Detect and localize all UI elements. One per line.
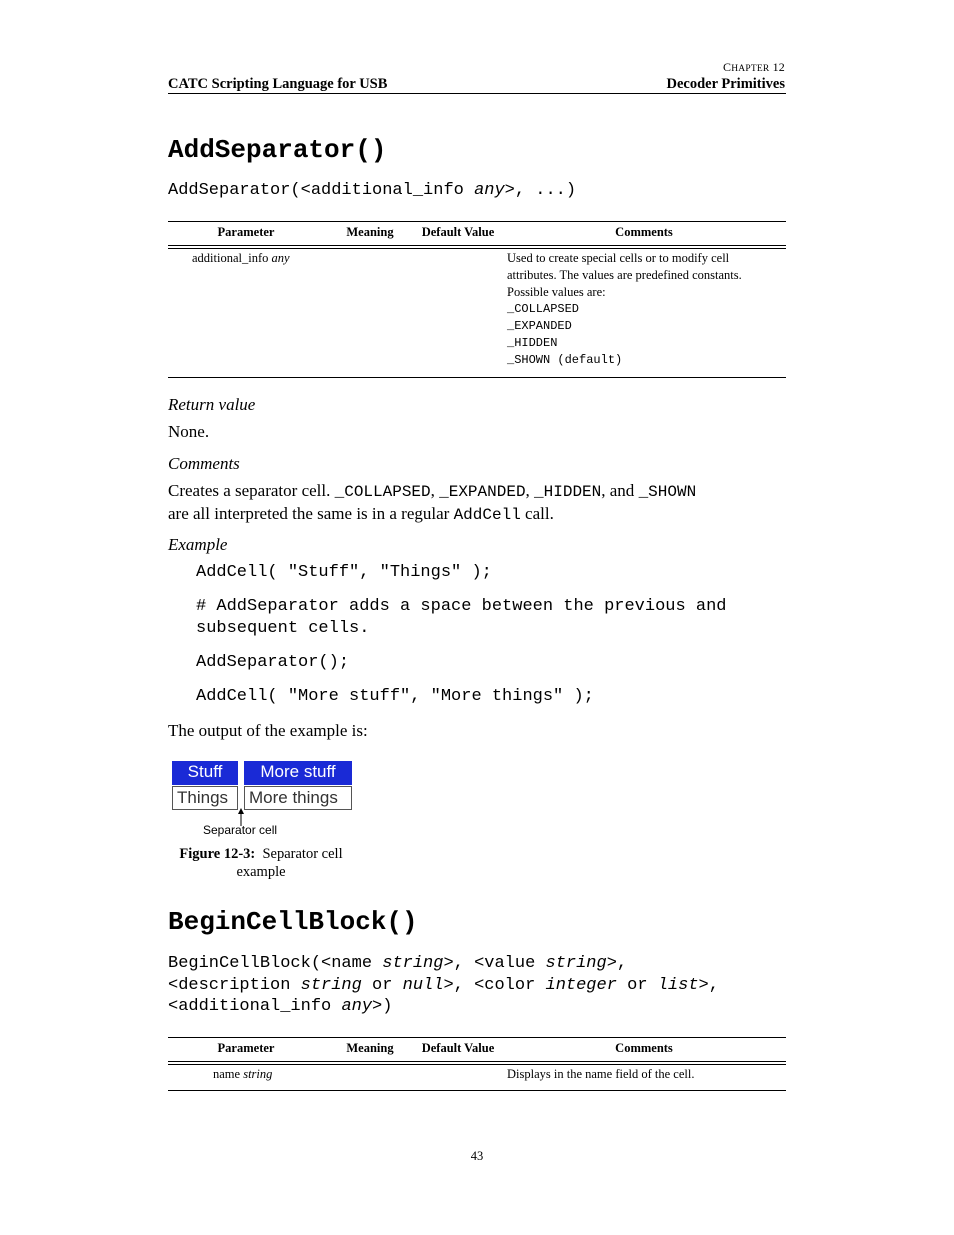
comment-line: Used to create special cells or to modify cell <box>507 251 730 265</box>
function-signature <box>168 953 808 1018</box>
example-code-comment: # AddSeparator adds a space between the previous and subsequent cells. <box>196 597 727 638</box>
chapter-label: CHAPTER 12 <box>723 60 785 74</box>
column-header-comments: Comments <box>615 225 673 239</box>
sig-type: string <box>382 954 444 973</box>
signature-type: any <box>474 181 505 200</box>
constant-hidden: _HIDDEN <box>507 336 558 350</box>
cell-bottom-things: Things <box>172 786 238 810</box>
sig-text: or <box>616 975 658 995</box>
table-bottom-rule <box>168 377 786 378</box>
example-label: Example <box>168 535 228 554</box>
separator-cell-label: Separator cell <box>203 823 278 837</box>
sig-type: integer <box>545 975 617 995</box>
sig-type: string <box>300 975 362 995</box>
signature-suffix: >, ...) <box>504 181 577 200</box>
comments-text <box>168 480 788 526</box>
table-cell-parameter <box>213 1066 272 1083</box>
comment-code: _HIDDEN <box>534 483 602 501</box>
sig-type: list <box>657 975 699 995</box>
return-value-text: None. <box>168 422 210 441</box>
column-header-parameter: Parameter <box>217 225 275 239</box>
example-code-line: AddCell( "Stuff", "Things" ); <box>196 563 492 582</box>
comment-text: , and <box>601 481 639 500</box>
constant-shown: _SHOWN (default) <box>507 353 623 367</box>
comment-text: , <box>430 481 440 500</box>
sig-text: or <box>361 975 403 995</box>
table-cell-comments <box>507 250 787 369</box>
sig-text: >, <box>606 954 628 973</box>
sig-text: <additional_info <box>168 997 342 1016</box>
table-header-rule <box>168 245 786 246</box>
table-top-rule <box>168 1037 786 1038</box>
sig-type: string <box>545 954 607 973</box>
section-title-addseparator: AddSeparator() <box>168 135 387 165</box>
section-title-begincellblock: BeginCellBlock() <box>168 907 418 937</box>
sig-text: >, <box>698 975 719 995</box>
sig-type: null <box>402 975 444 995</box>
signature-line <box>168 953 808 975</box>
chapter-number: 12 <box>772 60 785 74</box>
param-name: additional_info <box>192 251 269 265</box>
column-header-meaning: Meaning <box>346 225 394 239</box>
comment-text: are all interpreted the same is in a regular <box>168 504 454 523</box>
comment-text: call. <box>520 504 554 523</box>
chapter-word: HAPTER <box>731 64 770 74</box>
table-cell-parameter <box>192 250 290 267</box>
cell-top-stuff: Stuff <box>172 761 238 785</box>
table-top-rule <box>168 221 786 222</box>
comment-text: , <box>525 481 535 500</box>
comment-code: _COLLAPSED <box>334 483 431 501</box>
comment-code: _SHOWN <box>638 483 697 501</box>
sig-text: >, <value <box>443 954 546 973</box>
table-cell-comments: Displays in the name field of the cell. <box>507 1067 695 1081</box>
sig-text: BeginCellBlock(<name <box>168 954 383 973</box>
example-code-line: AddSeparator(); <box>196 653 350 672</box>
comment-line: Possible values are: <box>507 285 606 299</box>
comment-line: attributes. The values are predefined constants. <box>507 268 742 282</box>
sig-text: >) <box>372 997 393 1016</box>
param-name: name <box>213 1067 241 1081</box>
column-header-comments: Comments <box>615 1041 673 1055</box>
column-header-default: Default Value <box>421 225 495 239</box>
column-header-default: Default Value <box>421 1041 495 1055</box>
header-left-title: CATC Scripting Language for USB <box>168 76 388 92</box>
function-signature <box>168 180 808 202</box>
column-header-meaning: Meaning <box>346 1041 394 1055</box>
example-code-line: AddCell( "More stuff", "More things" ); <box>196 687 594 706</box>
signature-prefix: AddSeparator(<additional_info <box>168 181 475 200</box>
comment-code: _EXPANDED <box>439 483 526 501</box>
caption-label: Figure 12-3: <box>179 846 256 862</box>
sig-type: any <box>341 997 373 1016</box>
constant-collapsed: _COLLAPSED <box>507 302 580 316</box>
comments-label: Comments <box>168 454 240 473</box>
header-right-title: Decoder Primitives <box>666 76 785 92</box>
sig-text: >, <color <box>443 975 546 995</box>
parameter-table <box>168 1037 786 1093</box>
return-value-label: Return value <box>168 395 256 414</box>
caption-text: Separator cell example <box>236 846 343 880</box>
comment-text: Creates a separator cell. <box>168 481 335 500</box>
table-header-rule-2 <box>168 1064 786 1065</box>
sig-text: <description <box>168 975 301 995</box>
figure-caption <box>168 845 354 881</box>
page-number: 43 <box>470 1149 484 1163</box>
table-header-rule-2 <box>168 248 786 249</box>
param-type: string <box>243 1067 273 1081</box>
comment-code: AddCell <box>453 506 521 524</box>
parameter-table <box>168 221 786 379</box>
param-type: any <box>271 251 290 265</box>
signature-line <box>168 975 808 997</box>
signature-line <box>168 996 808 1018</box>
column-header-parameter: Parameter <box>217 1041 275 1055</box>
table-header-rule <box>168 1061 786 1062</box>
constant-expanded: _EXPANDED <box>507 319 572 333</box>
output-intro: The output of the example is: <box>168 721 368 740</box>
table-bottom-rule <box>168 1090 786 1091</box>
cell-bottom-more-things: More things <box>244 786 352 810</box>
header-rule <box>168 93 786 94</box>
cell-top-more-stuff: More stuff <box>244 761 352 785</box>
